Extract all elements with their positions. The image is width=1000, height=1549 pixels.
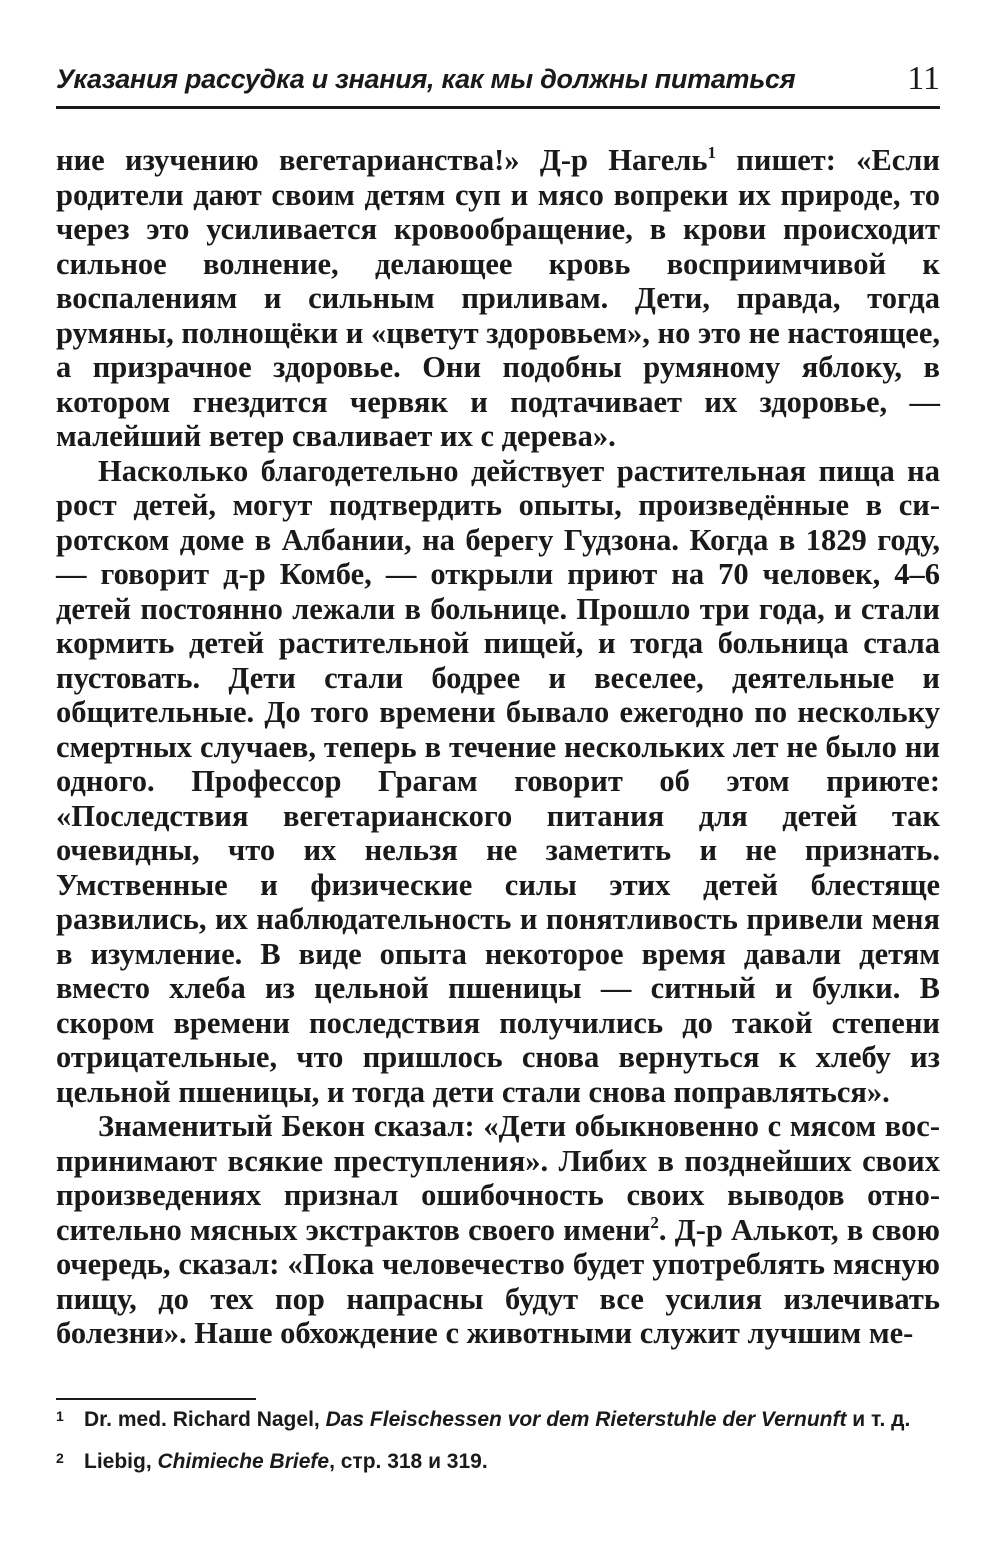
footnote-mark-2: 2 (56, 1450, 64, 1466)
paragraph-2: Насколько благодетельно действует растительная пища на рост детей, могут подтвердить опыты, произведённые в сиротском доме в Албании, на берегу Гудзона. Когда в 1829 году, — говорит д-р Комбе, — открыли приют на 70 человек, 4–6 детей постоянно лежали в больнице. Прошло три года, и стали кормить детей растительной пищей, и тогда больница стала пустовать. Дети стали бодрее и веселее, деятельные и общительные. До того времени бывало ежегодно по нескольку смертных случаев, теперь в течение нескольких лет не было ни одного. Профессор Грагам говорит об этом приюте: «Последствия вегетарианского питания для детей так очевидны, что их нельзя не заметить и не признать. Умственные и физические силы этих детей блестяще развились, их наблюдательность и понятливость привели меня в изумление. В виде опыта некоторое время давали детям вместо хлеба из цельной пшеницы — ситный и булки. В скором времени последствия получились до такой степени отрицательные, что пришлось снова вернуться к хлебу из цельной пшеницы, и тогда дети стали снова поправляться». (56, 453, 940, 1109)
footnote-separator (56, 1398, 256, 1400)
main-text (56, 143, 940, 1351)
paragraph-1-text-b: пишет: «Если родители дают своим детям суп и мясо вопреки их природе, то через это усиливается кровообращение, в крови происходит сильное волнение, делающее кровь восприимчивой к воспалениям и сильным приливам. Дети, правда, тогда румяны, полнощёки и «цветут здоровьем», но это не настоящее, а призрачное здоровье. Они подобны румяному яблоку, в котором гнездится червяк и подтачивает их здоровье, — малейший ветер сваливает их с дерева». (56, 143, 940, 453)
footnote-1 (56, 1406, 940, 1434)
paragraph-1 (56, 143, 940, 454)
paragraph-3-text-a: Знаменитый Бекон сказал: «Дети обыкновенно с мясом воспринимают всякие преступления». Либих в позднейших своих произведениях признал ошибочность своих выводов относительно мясных экстрактов своего имени (56, 1109, 940, 1247)
footnote-ref-1: 1 (707, 143, 716, 162)
footnote-2-tail: , стр. 318 и 319. (329, 1450, 488, 1473)
footnote-2 (56, 1448, 940, 1476)
page-number: 11 (907, 60, 940, 97)
footnote-1-author: Dr. med. Richard Nagel, (84, 1408, 326, 1431)
paragraph-3 (56, 1109, 940, 1351)
footnote-1-tail: и т. д. (846, 1408, 911, 1431)
footnotes (56, 1406, 940, 1490)
paragraph-1-text-a: ние изучению вегетарианства!» Д-р Нагель (56, 143, 708, 177)
running-header (56, 62, 940, 109)
footnote-mark-1: 1 (56, 1408, 64, 1424)
footnote-ref-2: 2 (650, 1212, 659, 1232)
footnote-2-title: Chimieche Briefe (157, 1450, 330, 1473)
footnote-2-author: Liebig, (84, 1450, 158, 1473)
running-title: Указания рассудка и знания, как мы должны питаться (56, 64, 796, 94)
footnote-1-title: Das Fleischessen vor dem Rieterstuhle der Vernunft (325, 1408, 847, 1431)
paragraph-3-text-b: . Д-р Алькот, в свою очередь, сказал: «Пока человечество будет употреблять мясную пищу, до тех пор напрасны будут все усилия излечивать болезни». Наше обхождение с животными служит лучшим ме- (56, 1212, 940, 1350)
